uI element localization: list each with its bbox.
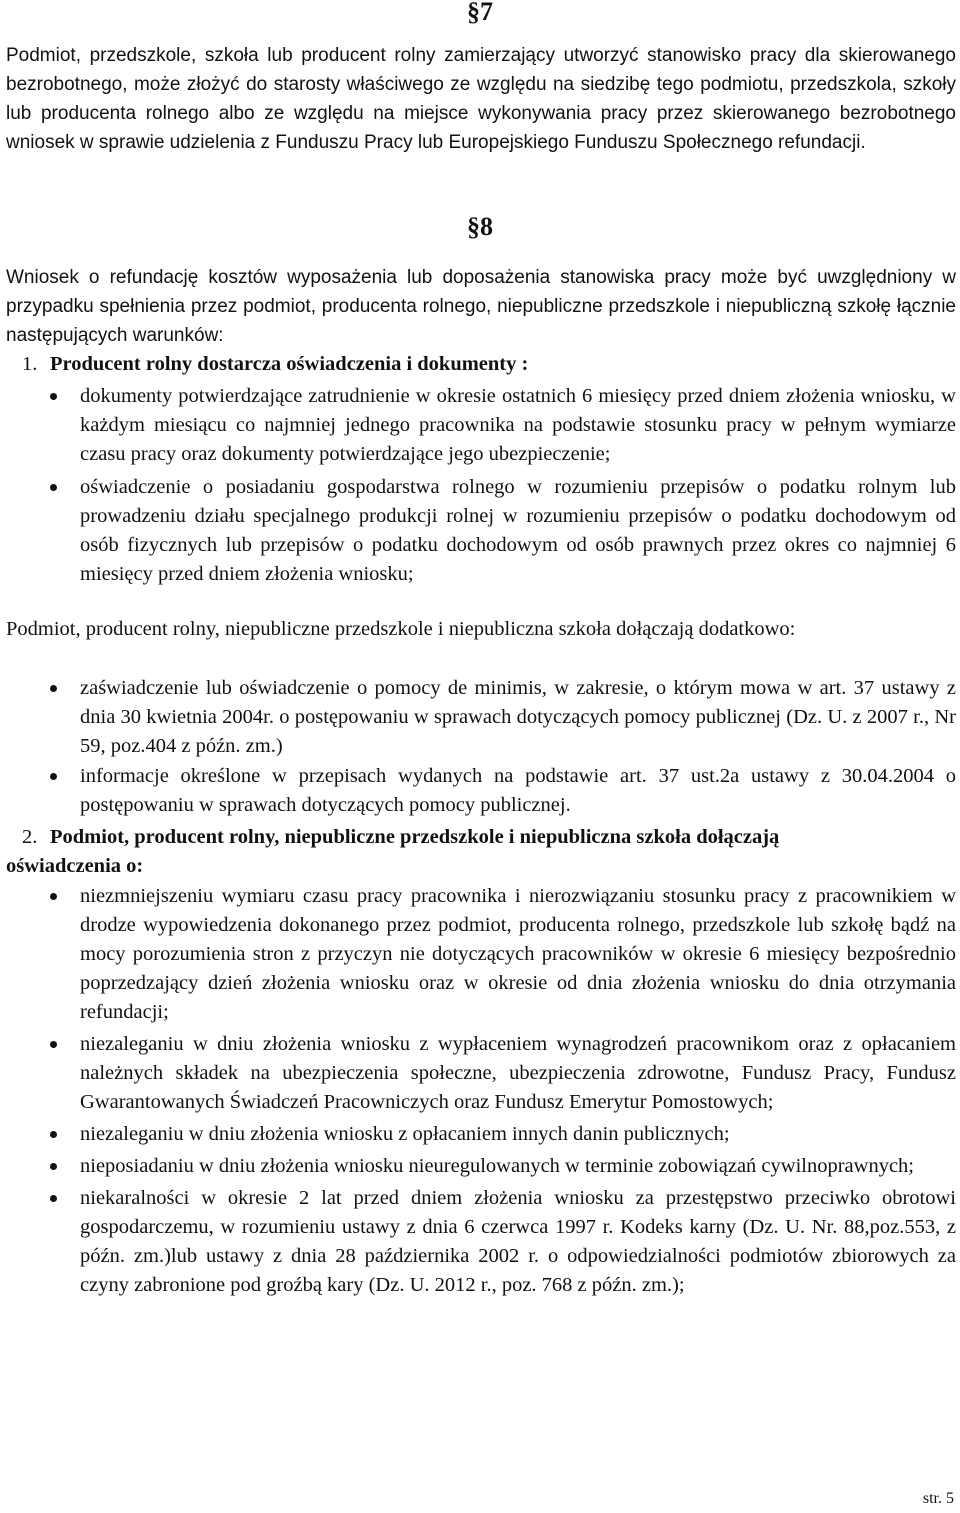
list-item: niekaralności w okresie 2 lat przed dniem złożenia wniosku za przestępstwo przeciwko obrotowi gospodarczemu, w rozumieniu ustawy z dnia 6 czerwca 1997 r. Kodeks karny (Dz. U. Nr. 88,poz.553, z późn. zm.)lub ustawy z dnia 28 października 2002 r. o odpowiedzialności podmiotów zbiorowych za czyny zabronione pod groźbą kary (Dz. U. 2012 r., poz. 768 z późn. zm.); xyxy=(0,1184,956,1300)
item-1-heading xyxy=(6,350,956,379)
bullet-dot-icon xyxy=(50,1163,57,1170)
item-2-number: 2. xyxy=(22,826,38,848)
item-2-bullet-list xyxy=(0,882,956,1300)
bullet-dot-icon xyxy=(50,773,57,780)
bullet-dot-icon xyxy=(50,685,57,692)
item-2-heading xyxy=(6,823,956,852)
page-number: str. 5 xyxy=(922,1490,954,1507)
item-1-bullet-list xyxy=(0,382,956,589)
bullet-dot-icon xyxy=(50,1195,57,1202)
item-2-title-continuation: oświadczenia o: xyxy=(6,855,144,877)
section-heading-7: §7 xyxy=(467,0,493,26)
list-item: niezmniejszeniu wymiaru czasu pracy pracownika i nierozwiązaniu stosunku pracy z pracownikiem w drodze wypowiedzenia dokonanego przez podmiot, producenta rolnego, przedszkole lub szkołę bądź na mocy porozumienia stron z przyczyn nie dotyczących pracowników w okresie 6 miesięcy bezpośrednio poprzedzający dzień złożenia wniosku oraz w okresie od dnia złożenia wniosku do dnia otrzymania refundacji; xyxy=(0,882,956,1027)
paragraph-section-8: Wniosek o refundację kosztów wyposażenia lub doposażenia stanowiska pracy może być uwzględniony w przypadku spełnienia przez podmiot, producenta rolnego, niepubliczne przedszkole i niepubliczną szkołę łącznie następujących warunków: xyxy=(6,267,956,346)
section-heading-8: §8 xyxy=(467,212,493,241)
list-item: oświadczenie o posiadaniu gospodarstwa rolnego w rozumieniu przepisów o podatku rolnym lub prowadzeniu działu specjalnego produkcji rolnej w rozumieniu przepisów o podatku dochodowym od osób fizycznych lub przepisów o podatku dochodowym od osób prawnych przez okres co najmniej 6 miesięcy przed dniem złożenia wniosku; xyxy=(0,473,956,589)
item-1-additional-bullet-list xyxy=(0,674,956,820)
list-item: nieposiadaniu w dniu złożenia wniosku nieuregulowanych w terminie zobowiązań cywilnoprawnych; xyxy=(0,1152,956,1181)
paragraph-section-7: Podmiot, przedszkole, szkoła lub producent rolny zamierzający utworzyć stanowisko pracy dla skierowanego bezrobotnego, może złożyć do starosty właściwego ze względu na siedzibę tego podmiotu, przedszkola, szkoły lub producenta rolnego albo ze względu na miejsce wykonywania pracy przez skierowanego bezrobotnego wniosek w sprawie udzielenia z Funduszu Pracy lub Europejskiego Funduszu Społecznego refundacji. xyxy=(6,45,956,153)
item-2-title: Podmiot, producent rolny, niepubliczne przedszkole i niepubliczna szkoła dołączają xyxy=(50,826,780,848)
bullet-dot-icon xyxy=(50,393,57,400)
bullet-dot-icon xyxy=(50,1131,57,1138)
additional-attachments-text: Podmiot, producent rolny, niepubliczne przedszkole i niepubliczna szkoła dołączają dodatkowo: xyxy=(6,618,796,640)
bullet-dot-icon xyxy=(50,484,57,491)
list-item: dokumenty potwierdzające zatrudnienie w okresie ostatnich 6 miesięcy przed dniem złożenia wniosku, w każdym miesiącu co najmniej jednego pracownika na podstawie stosunku pracy w pełnym wymiarze czasu pracy oraz dokumenty potwierdzające jego ubezpieczenie; xyxy=(0,382,956,469)
list-item: niezaleganiu w dniu złożenia wniosku z wypłaceniem wynagrodzeń pracownikom oraz z opłacaniem należnych składek na ubezpieczenia społeczne, ubezpieczenia zdrowotne, Fundusz Pracy, Fundusz Gwarantowanych Świadczeń Pracowniczych oraz Fundusz Emerytur Pomostowych; xyxy=(0,1030,956,1117)
item-1-number: 1. xyxy=(22,353,38,375)
bullet-dot-icon xyxy=(50,893,57,900)
bullet-dot-icon xyxy=(50,1041,57,1048)
list-item: niezaleganiu w dniu złożenia wniosku z opłacaniem innych danin publicznych; xyxy=(0,1120,956,1149)
list-item: zaświadczenie lub oświadczenie o pomocy de minimis, w zakresie, o którym mowa w art. 37 ustawy z dnia 30 kwietnia 2004r. o postępowaniu w sprawach dotyczących pomocy publicznej (Dz. U. z 2007 r., Nr 59, poz.404 z późn. zm.) xyxy=(0,674,956,761)
list-item: informacje określone w przepisach wydanych na podstawie art. 37 ust.2a ustawy z 30.04.2004 o postępowaniu w sprawach dotyczących pomocy publicznej. xyxy=(0,762,956,820)
item-1-title: Producent rolny dostarcza oświadczenia i dokumenty : xyxy=(50,353,529,375)
